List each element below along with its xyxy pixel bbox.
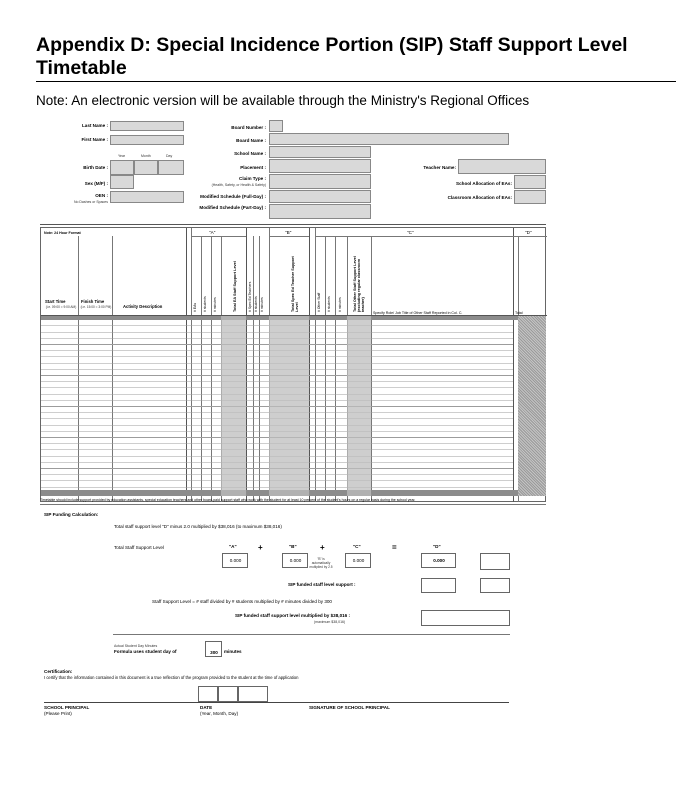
- oen-field[interactable]: [110, 191, 184, 203]
- total-label: Total: [515, 311, 523, 315]
- b-value-box: [282, 553, 308, 568]
- signature-line: [44, 702, 509, 703]
- timetable-top-rule: [40, 224, 546, 225]
- a-col-total: Total EA Staff Support Level: [233, 261, 237, 312]
- school-name-label: School Name :: [234, 151, 266, 156]
- birth-month-field[interactable]: [134, 160, 158, 175]
- a-value-box: [222, 553, 248, 568]
- total-staff-label: Total Staff Support Level: [114, 545, 164, 550]
- a-value: 0.000: [229, 558, 242, 563]
- formula-text: Staff Support Level = # staff divided by # students multiplied by # minutes divided by 300: [152, 599, 332, 604]
- plus-sign: +: [320, 543, 325, 552]
- group-d-label: "D": [525, 230, 532, 235]
- d-value: 0.000: [433, 558, 445, 563]
- oen-label: OEN :: [95, 193, 108, 198]
- d-label: "D": [433, 544, 441, 549]
- a-label: "A": [229, 544, 237, 549]
- sip-funded-dollars-box: [421, 610, 510, 626]
- date-label: DATE: [200, 705, 213, 710]
- board-number-label: Board Number :: [231, 125, 266, 130]
- date-day-box[interactable]: [238, 686, 268, 702]
- certification-heading: Certification:: [44, 669, 73, 674]
- start-time-hint: (i.e. 09:00 = 9:00 AM): [45, 305, 77, 309]
- b-label: "B": [289, 544, 297, 549]
- sip-funded-level-box-2: [480, 578, 510, 593]
- classroom-allocation-field[interactable]: [514, 190, 546, 204]
- sip-form: [38, 113, 548, 725]
- title-divider: [36, 81, 676, 82]
- modified-part-label: Modified Schedule (Part-Day) :: [199, 205, 266, 210]
- modified-part-field[interactable]: [269, 204, 371, 219]
- board-number-field[interactable]: [269, 120, 283, 132]
- page-title: Appendix D: Special Incidence Portion (SIP) Staff Support Level Timetable: [36, 34, 628, 79]
- timetable: [40, 227, 546, 502]
- sip-funded-level-box: [421, 578, 456, 593]
- a-col-minutes: # minutes: [213, 297, 217, 312]
- principal-label: SCHOOL PRINCIPAL: [44, 705, 90, 710]
- board-name-field[interactable]: [269, 133, 509, 145]
- last-name-label: Last Name :: [81, 123, 108, 128]
- birth-year-field[interactable]: [110, 160, 134, 175]
- teacher-name-field[interactable]: [458, 159, 546, 174]
- timetable-footer-note: Timetable should include support provided by education assistants, special education teachers and other board-paid support staff who work with the student for at least 10 percent of the student's hours on a regular basis during the school year.: [40, 498, 416, 502]
- claim-type-field[interactable]: [269, 174, 371, 189]
- placement-field[interactable]: [269, 159, 371, 173]
- date-hint: (Year, Month, Day): [200, 711, 239, 716]
- last-name-field[interactable]: [110, 121, 184, 131]
- classroom-allocation-label: Classroom Allocation of EAs:: [447, 195, 512, 200]
- b-col-minutes: # minutes: [260, 297, 264, 312]
- b-col-students: # students: [254, 296, 258, 312]
- day-minutes-box[interactable]: [205, 641, 222, 657]
- day-minutes-value: 300: [210, 650, 218, 655]
- c-col-other-staff: # Other Staff: [317, 292, 321, 312]
- plus-sign: +: [258, 543, 263, 552]
- formula-uses-label: Formula uses student day of: [114, 649, 177, 654]
- day-hint: Day: [166, 154, 173, 158]
- extra-value-box: [480, 553, 510, 570]
- modified-full-label: Modified Schedule (Full-Day) :: [200, 194, 266, 199]
- b-total-column: [269, 316, 309, 496]
- a-total-column: [221, 316, 246, 496]
- birth-date-label: Birth Date :: [83, 165, 108, 170]
- group-a-label: "A": [209, 230, 216, 235]
- modified-full-field[interactable]: [269, 190, 371, 203]
- date-month-box[interactable]: [218, 686, 238, 702]
- b-col-total: Total Spec Ed Teacher Support Level: [291, 256, 299, 312]
- d-total-column: [518, 316, 546, 496]
- a-col-eas: # EAs: [193, 302, 197, 312]
- start-time-label: Start Time: [45, 299, 66, 304]
- claim-type-hint: (Health, Safety, or Health & Safety): [211, 183, 266, 187]
- a-col-students: # students: [203, 296, 207, 312]
- finish-time-hint: (i.e. 15:00 = 3:00 PM): [80, 305, 112, 309]
- date-year-box[interactable]: [198, 686, 218, 702]
- first-name-field[interactable]: [110, 135, 184, 145]
- b-value: 0.000: [289, 558, 302, 563]
- sip-funded-level-label: SIP funded staff level support :: [288, 582, 356, 587]
- c-col-students: # students: [327, 296, 331, 312]
- c-label: "C": [353, 544, 361, 549]
- school-allocation-label: School Allocation of EAs:: [456, 181, 512, 186]
- signature-label: SIGNATURE OF SCHOOL PRINCIPAL: [309, 705, 390, 710]
- equals-sign: =: [392, 543, 397, 552]
- specify-role-label: Specify Role/ Job Title of Other Staff Reported in Col. C.: [373, 311, 463, 315]
- group-b-label: "B": [285, 230, 292, 235]
- claim-type-label: Claim Type :: [239, 176, 266, 181]
- oen-hint: No Dashes or Spaces: [73, 200, 108, 204]
- actual-day-hint: Actual Student Day Minutes: [114, 644, 158, 648]
- sip-max: (maximum $38,016): [314, 620, 346, 624]
- format-note: Note: 24 Hour Format: [44, 231, 81, 235]
- sex-field[interactable]: [110, 175, 134, 189]
- c-col-minutes: # minutes: [338, 297, 342, 312]
- funding-rule: Total staff support level "D" minus 2.0 multiplied by $38,016 (to maximum $38,016): [114, 524, 282, 529]
- board-name-label: Board Name :: [236, 138, 266, 143]
- certification-text: I certify that the information contained in this document is a true reflection of the program provided to the student at the time of application: [44, 675, 299, 680]
- year-hint: Year: [118, 154, 126, 158]
- minutes-label: minutes: [224, 649, 242, 654]
- sip-funded-multiplied-label: SIP funded staff support level multiplied by $38,016 :: [235, 613, 351, 618]
- funding-heading: SIP Funding Calculation:: [44, 512, 99, 517]
- first-name-label: First Name :: [81, 137, 108, 142]
- c-col-total: Total Other Staff Support Level (excluding regular classroom teacher): [353, 256, 365, 312]
- birth-day-field[interactable]: [158, 160, 184, 175]
- group-c-label: "C": [407, 230, 414, 235]
- month-hint: Month: [141, 154, 151, 158]
- principal-hint: (Please Print): [44, 711, 72, 716]
- c-value-box: [345, 553, 371, 568]
- b-note: "B" is automatically multiplied by 2.5: [309, 557, 333, 569]
- school-allocation-field[interactable]: [514, 175, 546, 189]
- school-name-field[interactable]: [269, 146, 371, 158]
- b-col-teachers: # Spec Ed Teachers: [248, 281, 252, 312]
- activity-label: Activity Description: [123, 304, 163, 309]
- sex-label: Sex (M/F) :: [84, 181, 108, 186]
- finish-time-label: Finish Time: [81, 299, 105, 304]
- page-note: Note: An electronic version will be available through the Ministry's Regional Offices: [36, 93, 530, 108]
- teacher-name-label: Teacher Name:: [423, 165, 456, 170]
- c-total-column: [347, 316, 371, 496]
- c-value: 0.000: [352, 558, 365, 563]
- d-value-box: [421, 553, 456, 568]
- placement-label: Placement :: [240, 165, 266, 170]
